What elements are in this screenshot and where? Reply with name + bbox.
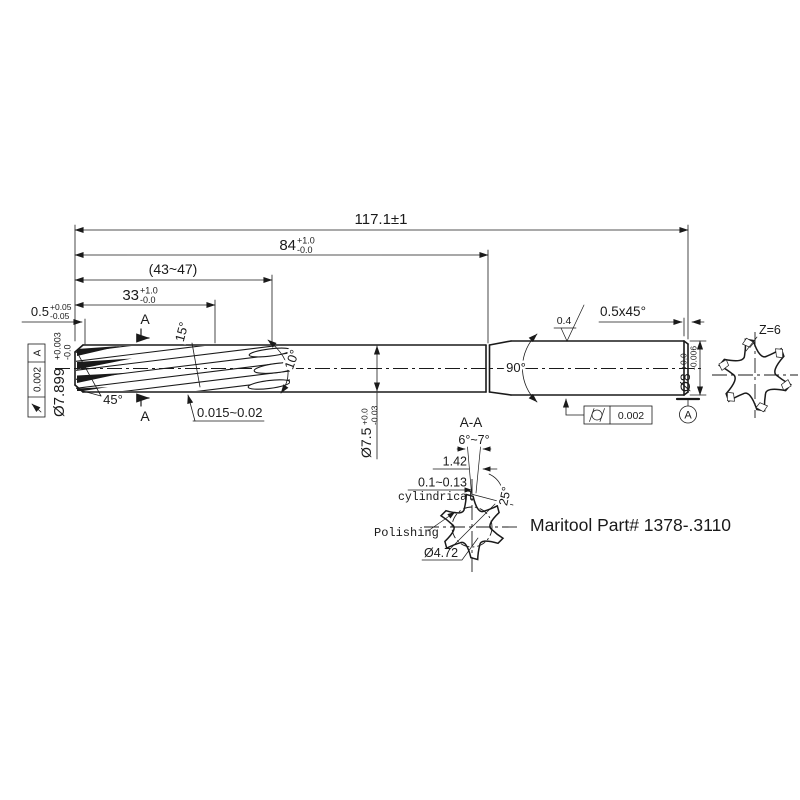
dim-33-minus-tol: -0.0 xyxy=(140,295,156,305)
end-view xyxy=(712,323,798,418)
dim-84-minus-tol: -0.0 xyxy=(297,245,313,255)
extension-lines xyxy=(75,225,688,343)
neck-angle-label: 90° xyxy=(506,360,526,375)
land-width-label: 1.42 xyxy=(442,454,467,469)
core-dia-label: Ø4.72 xyxy=(424,546,459,560)
part-number-label: Maritool Part# 1378-.3110 xyxy=(530,515,732,535)
datum-letter: A xyxy=(684,409,692,422)
dim-overall-length: 117.1±1 xyxy=(354,211,408,228)
dim-shank-dia-minus: -0.006 xyxy=(688,345,699,370)
dim-shank-dia-value: Ø8 xyxy=(677,373,693,392)
section-view xyxy=(374,415,520,575)
flute-count-label: Z=6 xyxy=(759,323,781,337)
dim-body-dia-value: Ø7.5 xyxy=(358,427,374,458)
runout-angle-label: 10° xyxy=(281,347,303,372)
dim-33-value: 33 xyxy=(122,287,139,304)
dim-body-dia-minus: -0.03 xyxy=(369,405,380,425)
polishing-label: Polishing xyxy=(374,526,439,540)
back-taper-label: 0.015~0.02 xyxy=(197,405,263,420)
dim-tip-chamfer-value: 0.5 xyxy=(30,304,49,319)
dim-tip-chamfer-minus: -0.05 xyxy=(50,311,70,321)
tip-taper-label: 6°~7° xyxy=(458,433,490,447)
runout-fcf xyxy=(28,344,45,417)
neck-callouts xyxy=(506,304,704,402)
dim-tip-chamfer-plus: +0.05 xyxy=(50,302,72,312)
cylindricity-fcf xyxy=(566,399,652,424)
dim-84-plus-tol: +1.0 xyxy=(297,235,315,246)
surface-finish-symbol xyxy=(554,305,584,341)
end-flute-lands xyxy=(719,338,791,412)
dim-cut-dia-plus: +0.003 xyxy=(52,332,63,360)
margin-note-label: cylindrical xyxy=(398,491,474,504)
lead-angle-label: 45° xyxy=(103,392,123,407)
shank-dia-dim xyxy=(677,341,706,423)
body-dia-dim xyxy=(358,346,380,459)
dim-84-value: 84 xyxy=(279,237,296,254)
shank-chamfer-label: 0.5x45° xyxy=(600,304,646,319)
section-title: A-A xyxy=(459,415,483,430)
runout-datum-ref: A xyxy=(32,349,44,357)
dim-body-dia-plus: +0.0 xyxy=(359,408,370,425)
dim-cut-dia-value: Ø7.899 xyxy=(51,367,68,417)
cylindricity-tolerance: 0.002 xyxy=(617,410,645,422)
rake-angle-label: 25° xyxy=(496,485,514,507)
datum-feature-symbol xyxy=(677,399,699,423)
dim-flute-ref: (43~47) xyxy=(148,261,198,277)
helix-angle-label: 15° xyxy=(171,320,192,344)
dim-shank-dia-plus: +0.0 xyxy=(678,353,689,370)
section-cut-letter-bottom: A xyxy=(140,408,150,424)
margin-label: 0.1~0.13 xyxy=(417,475,467,490)
section-cut-letter-top: A xyxy=(140,311,150,327)
main-view xyxy=(52,325,702,407)
surface-finish-value: 0.4 xyxy=(556,315,572,327)
cut-dia-dim xyxy=(51,332,73,417)
dim-cut-dia-minus: -0.0 xyxy=(62,344,73,360)
length-dimensions xyxy=(75,211,688,343)
runout-tolerance: 0.002 xyxy=(32,366,44,393)
dim-33-plus-tol: +1.0 xyxy=(140,285,158,296)
